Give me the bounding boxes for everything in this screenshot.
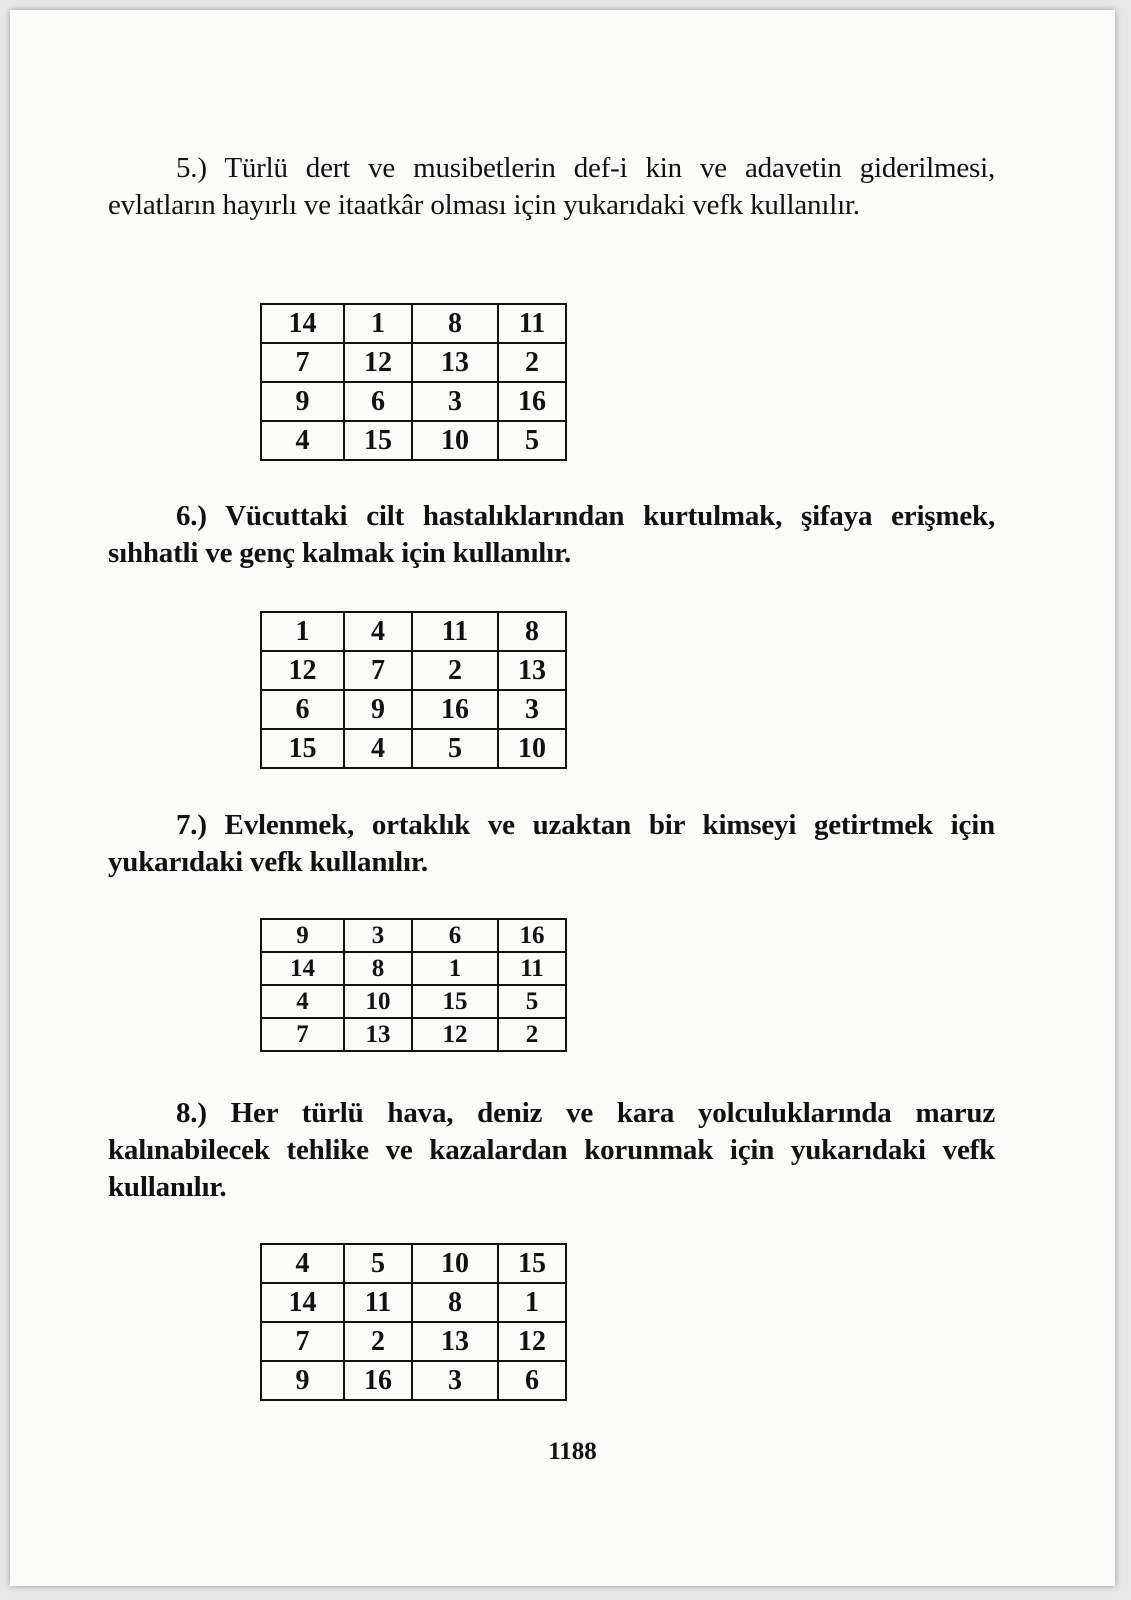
table-cell: 1 [344, 304, 412, 343]
table-cell: 15 [344, 421, 412, 460]
table-cell: 10 [412, 421, 498, 460]
table-cell: 9 [261, 919, 344, 952]
section-8-text: 8.) Her türlü hava, deniz ve kara yolculuklarında maruz kalınabilecek tehlike ve kazalardan korunmak için yukarıdaki vefk kullanılır. [108, 1097, 995, 1203]
table-cell: 11 [498, 304, 566, 343]
table-cell: 7 [261, 1322, 344, 1361]
table-cell: 5 [498, 985, 566, 1018]
table-cell: 3 [344, 919, 412, 952]
table-cell: 8 [498, 612, 566, 651]
table-row [261, 612, 566, 651]
table-cell: 14 [261, 952, 344, 985]
table-cell: 6 [261, 690, 344, 729]
table-cell: 15 [261, 729, 344, 768]
section-6-text: 6.) Vücuttaki cilt hastalıklarından kurtulmak, şifaya erişmek, sıhhatli ve genç kalmak için kullanılır. [108, 500, 995, 569]
table-cell: 4 [261, 1244, 344, 1283]
table-cell: 5 [344, 1244, 412, 1283]
table-row [261, 690, 566, 729]
table-cell: 13 [412, 1322, 498, 1361]
table-cell: 13 [344, 1018, 412, 1051]
table-cell: 6 [498, 1361, 566, 1400]
table-row [261, 729, 566, 768]
table-cell: 12 [261, 651, 344, 690]
table-cell: 13 [498, 651, 566, 690]
table-row [261, 1244, 566, 1283]
section-7-text: 7.) Evlenmek, ortaklık ve uzaktan bir kimseyi getirtmek için yukarıdaki vefk kullanılır. [108, 809, 995, 878]
table-cell: 3 [412, 1361, 498, 1400]
table-cell: 4 [344, 612, 412, 651]
table-cell: 9 [261, 1361, 344, 1400]
table-cell: 4 [344, 729, 412, 768]
table-cell: 3 [412, 382, 498, 421]
table-cell: 11 [498, 952, 566, 985]
table-cell: 16 [498, 382, 566, 421]
table-cell: 13 [412, 343, 498, 382]
table-cell: 2 [498, 343, 566, 382]
table-row [261, 343, 566, 382]
table-row [261, 304, 566, 343]
table-cell: 16 [412, 690, 498, 729]
document-page [10, 10, 1115, 1586]
table-cell: 16 [498, 919, 566, 952]
table-row [261, 382, 566, 421]
table-row [261, 985, 566, 1018]
vefk-table-6 [260, 611, 567, 769]
table-cell: 4 [261, 985, 344, 1018]
table-cell: 1 [498, 1283, 566, 1322]
table-row [261, 651, 566, 690]
table-cell: 1 [412, 952, 498, 985]
table-cell: 8 [344, 952, 412, 985]
table-cell: 11 [412, 612, 498, 651]
table-cell: 16 [344, 1361, 412, 1400]
table-cell: 10 [498, 729, 566, 768]
vefk-table-5 [260, 303, 567, 461]
table-row [261, 952, 566, 985]
table-cell: 10 [412, 1244, 498, 1283]
vefk-table-7 [260, 918, 567, 1052]
table-cell: 2 [498, 1018, 566, 1051]
table-cell: 2 [412, 651, 498, 690]
table-cell: 8 [412, 1283, 498, 1322]
section-5-text: 5.) Türlü dert ve musibetlerin def-i kin ve adavetin giderilmesi, evlatların hayırlı ve itaatkâr olması için yukarıdaki vefk kullanılır. [108, 152, 995, 221]
vefk-table-8 [260, 1243, 567, 1401]
table-row [261, 1283, 566, 1322]
table-cell: 8 [412, 304, 498, 343]
table-cell: 12 [412, 1018, 498, 1051]
table-cell: 15 [412, 985, 498, 1018]
table-cell: 6 [412, 919, 498, 952]
table-row [261, 1361, 566, 1400]
table-cell: 5 [498, 421, 566, 460]
table-cell: 7 [344, 651, 412, 690]
table-cell: 7 [261, 343, 344, 382]
table-cell: 7 [261, 1018, 344, 1051]
table-cell: 3 [498, 690, 566, 729]
page-number: 1188 [548, 1438, 597, 1465]
table-row [261, 421, 566, 460]
table-cell: 15 [498, 1244, 566, 1283]
table-cell: 12 [498, 1322, 566, 1361]
table-cell: 2 [344, 1322, 412, 1361]
table-cell: 9 [344, 690, 412, 729]
table-row [261, 1322, 566, 1361]
table-cell: 11 [344, 1283, 412, 1322]
table-cell: 9 [261, 382, 344, 421]
table-cell: 4 [261, 421, 344, 460]
table-cell: 10 [344, 985, 412, 1018]
table-cell: 14 [261, 304, 344, 343]
table-row [261, 1018, 566, 1051]
table-cell: 5 [412, 729, 498, 768]
table-cell: 1 [261, 612, 344, 651]
table-cell: 12 [344, 343, 412, 382]
table-cell: 14 [261, 1283, 344, 1322]
table-cell: 6 [344, 382, 412, 421]
table-row [261, 919, 566, 952]
